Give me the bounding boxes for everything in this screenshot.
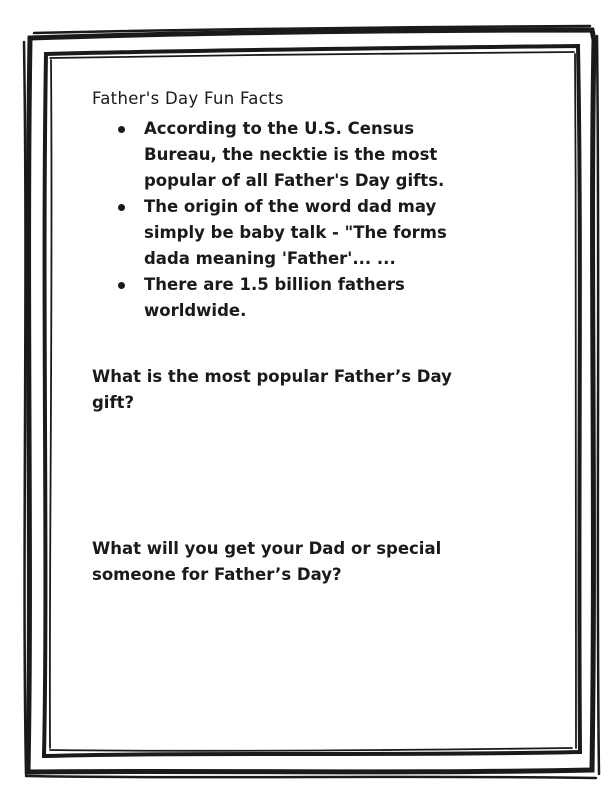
fun-facts-section [92,88,512,324]
fact-text: According to the U.S. Census Bureau, the necktie is the most popular of all Father's Day gifts. [144,119,445,190]
bullet-icon [118,282,125,289]
question-your-gift: What will you get your Dad or special someone for Father’s Day? [92,539,442,584]
fact-item [92,194,474,272]
bullet-icon [118,126,125,133]
page-title: Father's Day Fun Facts [92,89,284,108]
question-most-popular-gift: What is the most popular Father’s Day gift? [92,367,452,412]
fact-item [92,116,474,194]
facts-list [92,116,512,324]
fact-text: There are 1.5 billion fathers worldwide. [144,275,405,320]
fact-item [92,272,474,324]
fact-text: The origin of the word dad may simply be baby talk - "The forms dada meaning 'Father'... ... [144,197,447,268]
bullet-icon [118,204,125,211]
